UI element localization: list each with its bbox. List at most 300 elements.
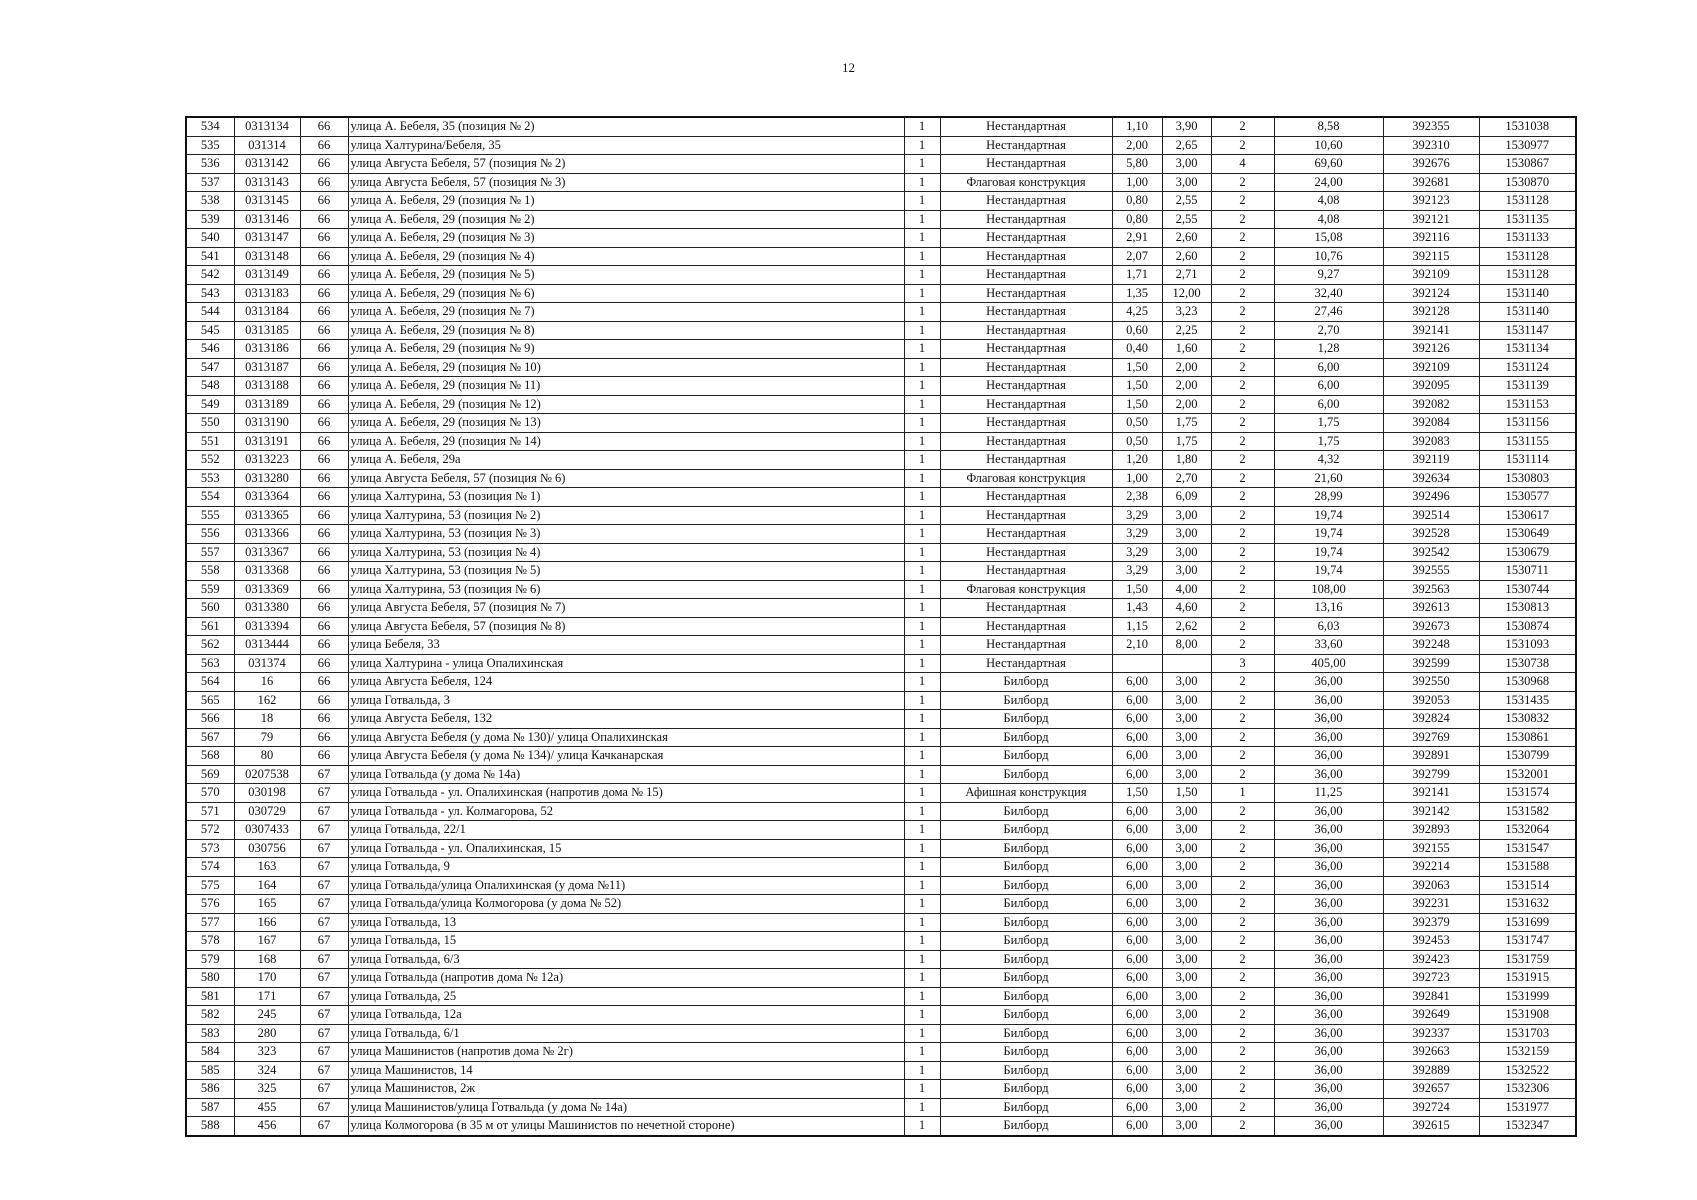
cell-sides_count: 1 bbox=[904, 210, 940, 229]
cell-width: 1,50 bbox=[1112, 377, 1162, 396]
cell-height: 2,60 bbox=[1162, 247, 1211, 266]
cell-width: 6,00 bbox=[1112, 1080, 1162, 1099]
cell-type: Билборд bbox=[940, 876, 1112, 895]
cell-no: 551 bbox=[186, 432, 234, 451]
cell-address: улица А. Бебеля, 29 (позиция № 9) bbox=[348, 340, 904, 359]
cell-sides_count: 1 bbox=[904, 192, 940, 211]
cell-sides: 2 bbox=[1211, 987, 1274, 1006]
cell-sides_count: 1 bbox=[904, 987, 940, 1006]
cell-y: 1531140 bbox=[1479, 303, 1576, 322]
cell-no: 576 bbox=[186, 895, 234, 914]
cell-sides_count: 1 bbox=[904, 506, 940, 525]
cell-height: 3,00 bbox=[1162, 765, 1211, 784]
cell-code: 0313366 bbox=[234, 525, 300, 544]
cell-type: Билборд bbox=[940, 673, 1112, 692]
cell-sides: 2 bbox=[1211, 969, 1274, 988]
cell-sides_count: 1 bbox=[904, 1024, 940, 1043]
cell-sides: 2 bbox=[1211, 321, 1274, 340]
cell-y: 1530968 bbox=[1479, 673, 1576, 692]
cell-x: 392155 bbox=[1383, 839, 1479, 858]
cell-y: 1530799 bbox=[1479, 747, 1576, 766]
cell-type: Билборд bbox=[940, 1006, 1112, 1025]
cell-width: 6,00 bbox=[1112, 747, 1162, 766]
cell-width: 0,60 bbox=[1112, 321, 1162, 340]
cell-y: 1531147 bbox=[1479, 321, 1576, 340]
table-row bbox=[186, 1117, 1576, 1136]
cell-area: 4,08 bbox=[1274, 192, 1383, 211]
cell-sides_count: 1 bbox=[904, 617, 940, 636]
cell-area: 32,40 bbox=[1274, 284, 1383, 303]
cell-sides_count: 1 bbox=[904, 1043, 940, 1062]
cell-y: 1531139 bbox=[1479, 377, 1576, 396]
cell-area: 36,00 bbox=[1274, 1006, 1383, 1025]
cell-address: улица Августа Бебеля, 57 (позиция № 8) bbox=[348, 617, 904, 636]
cell-height: 1,80 bbox=[1162, 451, 1211, 470]
cell-width: 6,00 bbox=[1112, 710, 1162, 729]
cell-address: улица Машинистов (напротив дома № 2г) bbox=[348, 1043, 904, 1062]
cell-area: 6,00 bbox=[1274, 358, 1383, 377]
cell-sides_count: 1 bbox=[904, 747, 940, 766]
cell-y: 1531747 bbox=[1479, 932, 1576, 951]
cell-sides_count: 1 bbox=[904, 1098, 940, 1117]
cell-width: 0,80 bbox=[1112, 210, 1162, 229]
cell-code: 280 bbox=[234, 1024, 300, 1043]
cell-no: 555 bbox=[186, 506, 234, 525]
cell-area: 9,27 bbox=[1274, 266, 1383, 285]
cell-no: 559 bbox=[186, 580, 234, 599]
cell-district: 66 bbox=[300, 192, 348, 211]
cell-district: 66 bbox=[300, 617, 348, 636]
cell-sides: 3 bbox=[1211, 654, 1274, 673]
cell-x: 392555 bbox=[1383, 562, 1479, 581]
cell-area: 36,00 bbox=[1274, 1061, 1383, 1080]
cell-code: 171 bbox=[234, 987, 300, 1006]
cell-sides_count: 1 bbox=[904, 562, 940, 581]
cell-type: Нестандартная bbox=[940, 303, 1112, 322]
cell-sides_count: 1 bbox=[904, 451, 940, 470]
cell-district: 66 bbox=[300, 506, 348, 525]
cell-area: 4,32 bbox=[1274, 451, 1383, 470]
table-row bbox=[186, 340, 1576, 359]
cell-sides_count: 1 bbox=[904, 136, 940, 155]
cell-area: 36,00 bbox=[1274, 839, 1383, 858]
cell-height: 3,00 bbox=[1162, 913, 1211, 932]
cell-district: 67 bbox=[300, 802, 348, 821]
cell-height: 2,65 bbox=[1162, 136, 1211, 155]
cell-y: 1531699 bbox=[1479, 913, 1576, 932]
cell-height: 2,00 bbox=[1162, 377, 1211, 396]
cell-sides: 2 bbox=[1211, 913, 1274, 932]
cell-district: 66 bbox=[300, 414, 348, 433]
cell-sides: 4 bbox=[1211, 155, 1274, 174]
cell-sides_count: 1 bbox=[904, 673, 940, 692]
cell-x: 392231 bbox=[1383, 895, 1479, 914]
cell-area: 36,00 bbox=[1274, 1098, 1383, 1117]
cell-area: 36,00 bbox=[1274, 710, 1383, 729]
table-row bbox=[186, 784, 1576, 803]
cell-sides: 2 bbox=[1211, 710, 1274, 729]
cell-district: 66 bbox=[300, 691, 348, 710]
cell-address: улица А. Бебеля, 29 (позиция № 6) bbox=[348, 284, 904, 303]
cell-code: 162 bbox=[234, 691, 300, 710]
cell-sides: 2 bbox=[1211, 414, 1274, 433]
table-row bbox=[186, 876, 1576, 895]
cell-area: 36,00 bbox=[1274, 747, 1383, 766]
cell-type: Нестандартная bbox=[940, 377, 1112, 396]
cell-sides_count: 1 bbox=[904, 1117, 940, 1136]
cell-no: 547 bbox=[186, 358, 234, 377]
cell-sides: 2 bbox=[1211, 636, 1274, 655]
cell-sides_count: 1 bbox=[904, 284, 940, 303]
table-row bbox=[186, 229, 1576, 248]
cell-area: 33,60 bbox=[1274, 636, 1383, 655]
cell-x: 392542 bbox=[1383, 543, 1479, 562]
cell-sides_count: 1 bbox=[904, 117, 940, 136]
cell-address: улица Халтурина, 53 (позиция № 2) bbox=[348, 506, 904, 525]
cell-address: улица Бебеля, 33 bbox=[348, 636, 904, 655]
cell-district: 67 bbox=[300, 950, 348, 969]
cell-height: 3,00 bbox=[1162, 710, 1211, 729]
cell-area: 108,00 bbox=[1274, 580, 1383, 599]
cell-width: 4,25 bbox=[1112, 303, 1162, 322]
cell-area: 1,75 bbox=[1274, 414, 1383, 433]
cell-x: 392841 bbox=[1383, 987, 1479, 1006]
cell-width: 6,00 bbox=[1112, 1061, 1162, 1080]
cell-width: 6,00 bbox=[1112, 821, 1162, 840]
cell-height: 2,62 bbox=[1162, 617, 1211, 636]
cell-y: 1532064 bbox=[1479, 821, 1576, 840]
cell-code: 0313191 bbox=[234, 432, 300, 451]
cell-sides: 2 bbox=[1211, 340, 1274, 359]
cell-sides_count: 1 bbox=[904, 654, 940, 673]
cell-code: 79 bbox=[234, 728, 300, 747]
cell-district: 66 bbox=[300, 229, 348, 248]
table-row bbox=[186, 969, 1576, 988]
cell-type: Билборд bbox=[940, 1117, 1112, 1136]
cell-no: 565 bbox=[186, 691, 234, 710]
cell-width: 1,43 bbox=[1112, 599, 1162, 618]
cell-area: 36,00 bbox=[1274, 950, 1383, 969]
cell-address: улица Готвальда - ул. Опалихинская (напротив дома № 15) bbox=[348, 784, 904, 803]
cell-type: Билборд bbox=[940, 932, 1112, 951]
cell-district: 66 bbox=[300, 395, 348, 414]
cell-district: 67 bbox=[300, 1080, 348, 1099]
cell-width bbox=[1112, 654, 1162, 673]
cell-address: улица Готвальда/улица Колмогорова (у дома № 52) bbox=[348, 895, 904, 914]
cell-sides: 2 bbox=[1211, 1098, 1274, 1117]
table-row bbox=[186, 525, 1576, 544]
cell-type: Нестандартная bbox=[940, 599, 1112, 618]
cell-no: 541 bbox=[186, 247, 234, 266]
cell-address: улица А. Бебеля, 29 (позиция № 10) bbox=[348, 358, 904, 377]
cell-x: 392550 bbox=[1383, 673, 1479, 692]
cell-district: 66 bbox=[300, 728, 348, 747]
cell-sides: 2 bbox=[1211, 451, 1274, 470]
cell-type: Билборд bbox=[940, 895, 1112, 914]
cell-height: 3,00 bbox=[1162, 876, 1211, 895]
cell-type: Нестандартная bbox=[940, 358, 1112, 377]
cell-height: 3,00 bbox=[1162, 691, 1211, 710]
cell-width: 1,10 bbox=[1112, 117, 1162, 136]
cell-type: Билборд bbox=[940, 747, 1112, 766]
cell-sides_count: 1 bbox=[904, 876, 940, 895]
cell-y: 1531156 bbox=[1479, 414, 1576, 433]
cell-width: 6,00 bbox=[1112, 895, 1162, 914]
cell-x: 392673 bbox=[1383, 617, 1479, 636]
cell-code: 030198 bbox=[234, 784, 300, 803]
cell-x: 392053 bbox=[1383, 691, 1479, 710]
cell-y: 1532001 bbox=[1479, 765, 1576, 784]
cell-sides_count: 1 bbox=[904, 802, 940, 821]
cell-area: 36,00 bbox=[1274, 876, 1383, 895]
cell-code: 030756 bbox=[234, 839, 300, 858]
cell-x: 392121 bbox=[1383, 210, 1479, 229]
table-row bbox=[186, 1080, 1576, 1099]
cell-sides: 2 bbox=[1211, 1006, 1274, 1025]
structures-table-wrapper bbox=[185, 116, 1575, 1137]
cell-height: 3,90 bbox=[1162, 117, 1211, 136]
cell-sides_count: 1 bbox=[904, 469, 940, 488]
cell-district: 66 bbox=[300, 469, 348, 488]
cell-code: 0313190 bbox=[234, 414, 300, 433]
cell-height: 3,00 bbox=[1162, 1061, 1211, 1080]
cell-x: 392379 bbox=[1383, 913, 1479, 932]
cell-sides_count: 1 bbox=[904, 969, 940, 988]
cell-type: Нестандартная bbox=[940, 136, 1112, 155]
cell-code: 245 bbox=[234, 1006, 300, 1025]
cell-width: 1,50 bbox=[1112, 358, 1162, 377]
cell-district: 67 bbox=[300, 1098, 348, 1117]
cell-sides_count: 1 bbox=[904, 710, 940, 729]
cell-no: 537 bbox=[186, 173, 234, 192]
cell-type: Нестандартная bbox=[940, 229, 1112, 248]
cell-sides: 2 bbox=[1211, 229, 1274, 248]
cell-area: 10,60 bbox=[1274, 136, 1383, 155]
cell-sides_count: 1 bbox=[904, 303, 940, 322]
cell-no: 552 bbox=[186, 451, 234, 470]
cell-sides: 2 bbox=[1211, 932, 1274, 951]
cell-district: 67 bbox=[300, 932, 348, 951]
cell-sides_count: 1 bbox=[904, 321, 940, 340]
cell-no: 546 bbox=[186, 340, 234, 359]
cell-district: 67 bbox=[300, 969, 348, 988]
cell-x: 392141 bbox=[1383, 784, 1479, 803]
cell-type: Билборд bbox=[940, 821, 1112, 840]
cell-sides_count: 1 bbox=[904, 395, 940, 414]
cell-no: 587 bbox=[186, 1098, 234, 1117]
cell-height: 3,00 bbox=[1162, 932, 1211, 951]
table-row bbox=[186, 266, 1576, 285]
cell-y: 1530813 bbox=[1479, 599, 1576, 618]
cell-district: 66 bbox=[300, 673, 348, 692]
cell-y: 1531547 bbox=[1479, 839, 1576, 858]
cell-y: 1531582 bbox=[1479, 802, 1576, 821]
cell-width: 3,29 bbox=[1112, 525, 1162, 544]
cell-sides_count: 1 bbox=[904, 266, 940, 285]
cell-y: 1530711 bbox=[1479, 562, 1576, 581]
cell-width: 2,00 bbox=[1112, 136, 1162, 155]
cell-code: 16 bbox=[234, 673, 300, 692]
table-row bbox=[186, 987, 1576, 1006]
table-row bbox=[186, 599, 1576, 618]
cell-type: Нестандартная bbox=[940, 451, 1112, 470]
cell-sides: 2 bbox=[1211, 173, 1274, 192]
cell-district: 67 bbox=[300, 987, 348, 1006]
cell-x: 392310 bbox=[1383, 136, 1479, 155]
cell-x: 392063 bbox=[1383, 876, 1479, 895]
cell-sides: 2 bbox=[1211, 1080, 1274, 1099]
cell-y: 1530577 bbox=[1479, 488, 1576, 507]
cell-address: улица А. Бебеля, 29 (позиция № 4) bbox=[348, 247, 904, 266]
cell-x: 392355 bbox=[1383, 117, 1479, 136]
cell-type: Билборд bbox=[940, 1080, 1112, 1099]
cell-y: 1530870 bbox=[1479, 173, 1576, 192]
cell-y: 1530744 bbox=[1479, 580, 1576, 599]
cell-type: Нестандартная bbox=[940, 210, 1112, 229]
cell-no: 534 bbox=[186, 117, 234, 136]
cell-area: 36,00 bbox=[1274, 858, 1383, 877]
cell-x: 392141 bbox=[1383, 321, 1479, 340]
cell-sides: 2 bbox=[1211, 617, 1274, 636]
cell-x: 392128 bbox=[1383, 303, 1479, 322]
table-row bbox=[186, 192, 1576, 211]
cell-district: 66 bbox=[300, 173, 348, 192]
cell-code: 168 bbox=[234, 950, 300, 969]
cell-sides_count: 1 bbox=[904, 414, 940, 433]
cell-height: 2,00 bbox=[1162, 395, 1211, 414]
table-row bbox=[186, 1006, 1576, 1025]
cell-address: улица Машинистов, 14 bbox=[348, 1061, 904, 1080]
cell-district: 66 bbox=[300, 636, 348, 655]
cell-code: 0313365 bbox=[234, 506, 300, 525]
cell-address: улица Готвальда, 13 bbox=[348, 913, 904, 932]
table-row bbox=[186, 913, 1576, 932]
cell-height: 3,00 bbox=[1162, 987, 1211, 1006]
cell-x: 392681 bbox=[1383, 173, 1479, 192]
cell-x: 392123 bbox=[1383, 192, 1479, 211]
cell-district: 67 bbox=[300, 1117, 348, 1136]
table-row bbox=[186, 247, 1576, 266]
cell-area: 36,00 bbox=[1274, 821, 1383, 840]
cell-type: Билборд bbox=[940, 987, 1112, 1006]
table-row bbox=[186, 210, 1576, 229]
cell-sides: 2 bbox=[1211, 821, 1274, 840]
cell-sides_count: 1 bbox=[904, 858, 940, 877]
cell-x: 392126 bbox=[1383, 340, 1479, 359]
table-row bbox=[186, 358, 1576, 377]
cell-x: 392082 bbox=[1383, 395, 1479, 414]
cell-sides_count: 1 bbox=[904, 432, 940, 451]
cell-x: 392824 bbox=[1383, 710, 1479, 729]
cell-address: улица Готвальда, 12а bbox=[348, 1006, 904, 1025]
cell-height: 6,09 bbox=[1162, 488, 1211, 507]
cell-height: 3,00 bbox=[1162, 950, 1211, 969]
cell-type: Нестандартная bbox=[940, 340, 1112, 359]
table-row bbox=[186, 1043, 1576, 1062]
cell-type: Нестандартная bbox=[940, 247, 1112, 266]
cell-area: 27,46 bbox=[1274, 303, 1383, 322]
cell-x: 392769 bbox=[1383, 728, 1479, 747]
cell-width: 6,00 bbox=[1112, 932, 1162, 951]
cell-width: 3,29 bbox=[1112, 543, 1162, 562]
cell-type: Билборд bbox=[940, 839, 1112, 858]
cell-area: 28,99 bbox=[1274, 488, 1383, 507]
cell-width: 0,40 bbox=[1112, 340, 1162, 359]
cell-sides_count: 1 bbox=[904, 340, 940, 359]
cell-sides: 2 bbox=[1211, 117, 1274, 136]
cell-sides: 2 bbox=[1211, 599, 1274, 618]
cell-sides: 2 bbox=[1211, 210, 1274, 229]
cell-district: 66 bbox=[300, 210, 348, 229]
cell-height: 3,00 bbox=[1162, 821, 1211, 840]
cell-code: 0313149 bbox=[234, 266, 300, 285]
cell-code: 0313187 bbox=[234, 358, 300, 377]
cell-code: 030729 bbox=[234, 802, 300, 821]
cell-y: 1531134 bbox=[1479, 340, 1576, 359]
cell-code: 0313134 bbox=[234, 117, 300, 136]
table-row bbox=[186, 617, 1576, 636]
cell-no: 583 bbox=[186, 1024, 234, 1043]
cell-sides_count: 1 bbox=[904, 821, 940, 840]
cell-sides: 2 bbox=[1211, 377, 1274, 396]
cell-sides: 2 bbox=[1211, 802, 1274, 821]
cell-sides: 2 bbox=[1211, 136, 1274, 155]
cell-type: Нестандартная bbox=[940, 617, 1112, 636]
cell-no: 542 bbox=[186, 266, 234, 285]
cell-address: улица Августа Бебеля, 132 bbox=[348, 710, 904, 729]
cell-district: 66 bbox=[300, 747, 348, 766]
cell-sides: 2 bbox=[1211, 876, 1274, 895]
cell-code: 0313368 bbox=[234, 562, 300, 581]
cell-height: 2,55 bbox=[1162, 192, 1211, 211]
cell-height: 3,00 bbox=[1162, 1024, 1211, 1043]
cell-no: 556 bbox=[186, 525, 234, 544]
cell-district: 66 bbox=[300, 432, 348, 451]
cell-area: 36,00 bbox=[1274, 1043, 1383, 1062]
cell-type: Билборд bbox=[940, 765, 1112, 784]
cell-district: 67 bbox=[300, 839, 348, 858]
cell-height: 3,00 bbox=[1162, 1006, 1211, 1025]
cell-code: 0313184 bbox=[234, 303, 300, 322]
cell-x: 392124 bbox=[1383, 284, 1479, 303]
cell-district: 66 bbox=[300, 599, 348, 618]
cell-address: улица Августа Бебеля, 57 (позиция № 7) bbox=[348, 599, 904, 618]
cell-no: 570 bbox=[186, 784, 234, 803]
cell-district: 66 bbox=[300, 284, 348, 303]
table-row bbox=[186, 673, 1576, 692]
cell-code: 0313146 bbox=[234, 210, 300, 229]
cell-x: 392248 bbox=[1383, 636, 1479, 655]
cell-sides: 2 bbox=[1211, 747, 1274, 766]
cell-y: 1530738 bbox=[1479, 654, 1576, 673]
table-row bbox=[186, 950, 1576, 969]
cell-y: 1531135 bbox=[1479, 210, 1576, 229]
cell-sides_count: 1 bbox=[904, 358, 940, 377]
cell-width: 1,50 bbox=[1112, 784, 1162, 803]
cell-district: 67 bbox=[300, 1006, 348, 1025]
cell-type: Флаговая конструкция bbox=[940, 469, 1112, 488]
cell-area: 8,58 bbox=[1274, 117, 1383, 136]
cell-x: 392119 bbox=[1383, 451, 1479, 470]
cell-code: 0313189 bbox=[234, 395, 300, 414]
cell-width: 1,50 bbox=[1112, 580, 1162, 599]
cell-code: 0313143 bbox=[234, 173, 300, 192]
cell-district: 67 bbox=[300, 895, 348, 914]
cell-district: 66 bbox=[300, 543, 348, 562]
cell-width: 6,00 bbox=[1112, 802, 1162, 821]
cell-y: 1531128 bbox=[1479, 192, 1576, 211]
cell-area: 19,74 bbox=[1274, 506, 1383, 525]
